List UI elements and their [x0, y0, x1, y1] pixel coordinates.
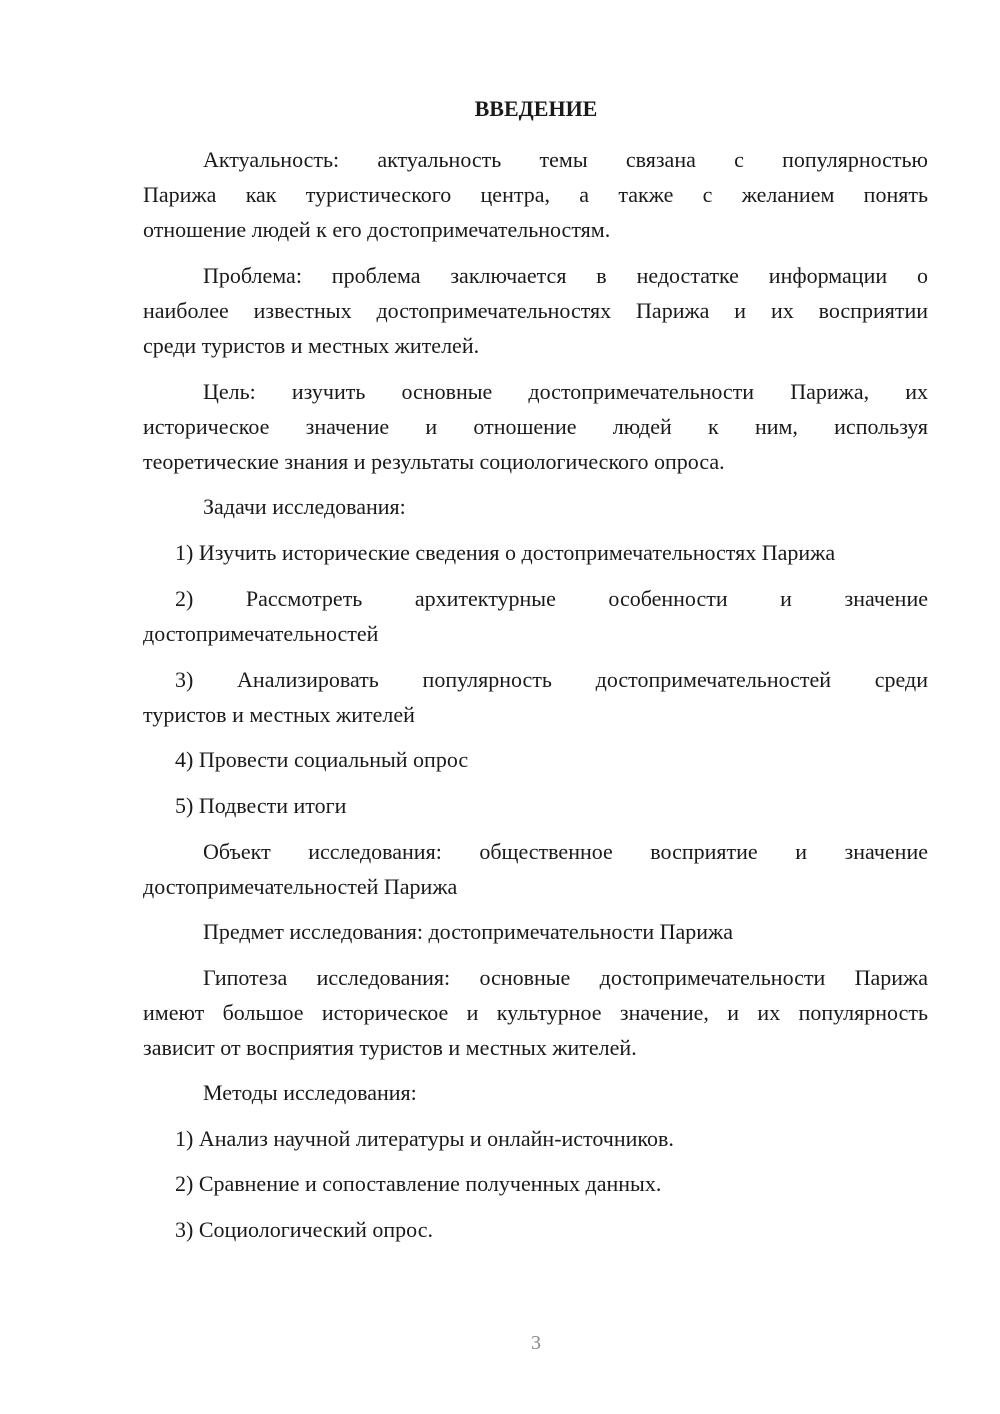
hypothesis-line-2: имеют большое историческое и культурное значение, и их популярность [143, 1000, 928, 1025]
object-line-2: достопримечательностей Парижа [143, 874, 458, 899]
tasks-heading: Задачи исследования: [203, 494, 406, 519]
task-item-1: 1) Изучить исторические сведения о достопримечательностях Парижа [175, 540, 836, 565]
goal-line-3: теоретические знания и результаты социологического опроса. [143, 449, 725, 474]
goal-line-2: историческое значение и отношение людей к ним, используя [143, 414, 928, 439]
task-item-5: 5) Подвести итоги [175, 793, 347, 818]
hypothesis-line-1: Гипотеза исследования: основные достопримечательности Парижа [203, 965, 928, 990]
hypothesis-line-3: зависит от восприятия туристов и местных жителей. [143, 1035, 637, 1060]
page-number: 3 [531, 1332, 541, 1354]
method-item-3: 3) Социологический опрос. [175, 1217, 433, 1242]
object-line-1: Объект исследования: общественное восприятие и значение [203, 839, 928, 864]
problem-line-2: наиболее известных достопримечательностях Парижа и их восприятии [143, 298, 928, 323]
relevance-line-2: Парижа как туристического центра, а также с желанием понять [143, 182, 928, 207]
problem-line-3: среди туристов и местных жителей. [143, 333, 480, 358]
task-item-4: 4) Провести социальный опрос [175, 747, 469, 772]
task-item-2-line-2: достопримечательностей [143, 621, 379, 646]
method-item-1: 1) Анализ научной литературы и онлайн-источников. [175, 1126, 674, 1151]
task-item-3-line-2: туристов и местных жителей [143, 702, 415, 727]
goal-line-1: Цель: изучить основные достопримечательности Парижа, их [203, 379, 928, 404]
relevance-line-3: отношение людей к его достопримечательностям. [143, 217, 611, 242]
method-item-2: 2) Сравнение и сопоставление полученных данных. [175, 1171, 662, 1196]
problem-line-1: Проблема: проблема заключается в недостатке информации о [203, 263, 928, 288]
task-item-3-line-1: 3) Анализировать популярность достопримечательностей среди [175, 667, 928, 692]
methods-heading: Методы исследования: [203, 1080, 417, 1105]
subject-line: Предмет исследования: достопримечательности Парижа [203, 919, 733, 944]
relevance-line-1: Актуальность: актуальность темы связана с популярностью [203, 147, 928, 172]
section-title: ВВЕДЕНИЕ [474, 96, 598, 121]
task-item-2-line-1: 2) Рассмотреть архитектурные особенности и значение [175, 586, 928, 611]
